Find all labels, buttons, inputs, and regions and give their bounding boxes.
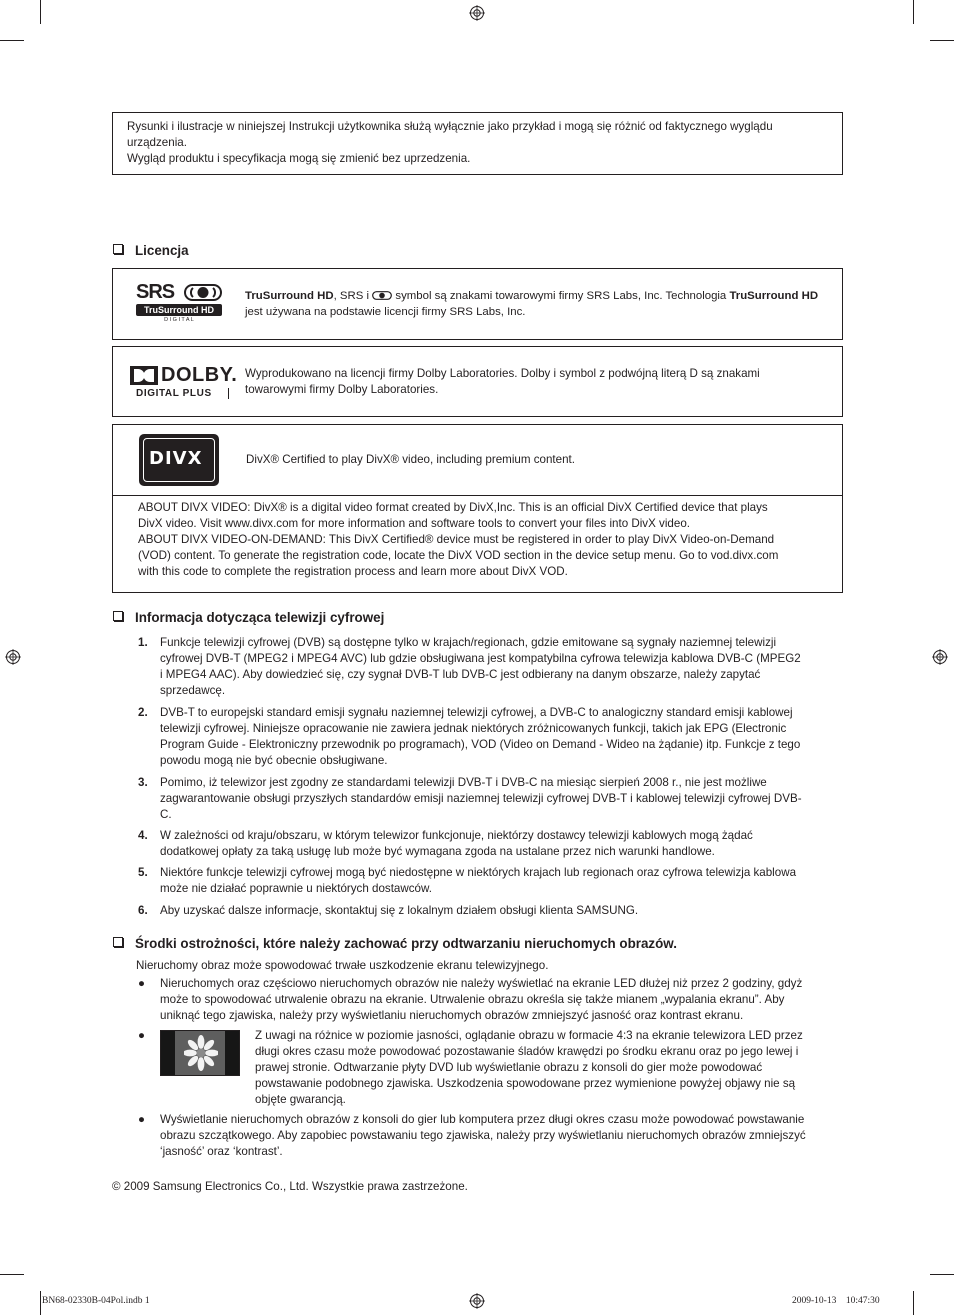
item-number: 4. [138,829,148,842]
item-number: 5. [138,866,148,879]
flower-icon [184,1035,218,1071]
item-line: Z uwagi na różnice w poziomie jasności, oglądanie obrazu w formacie 4:3 na ekranie telewizora LED przez [255,1029,803,1042]
item-line: obrazu szczątkowego. Aby zapobiec powstawaniu tego zjawiska, należy przy wyświetlaniu nieruchomych obrazów zmniejszyć [160,1129,806,1142]
item-line: C. [160,808,172,821]
crop-mark [40,1291,41,1315]
bullet-icon: ● [138,1113,146,1126]
divx-certified-text: DivX® Certified to play DivX® video, including premium content. [246,453,575,466]
list-item [138,828,838,860]
srs-logo-text: SRS [136,281,175,303]
item-line: sprzedawcę. [160,684,226,697]
item-line: prawej stronie. Odtwarzanie płyty DVD lub wyświetlanie obrazu z konsoli do gier może powodować [255,1061,763,1074]
srs-text-part: symbol są znakami towarowymi firmy SRS Labs, Inc. Technologia [395,290,727,302]
list-item [138,1028,840,1108]
bullet-icon: ● [138,977,146,990]
dolby-logo-sub: DIGITAL PLUS [136,388,229,399]
still-image-heading [113,936,677,951]
item-line: W zależności od kraju/obszaru, w którym telewizor funkcjonuje, niektórzy dostawcy telewizji kablowych mogą żądać [160,829,753,842]
list-item [138,865,838,897]
dolby-text [245,366,835,398]
tv-picture-area [175,1031,225,1075]
dolby-text-line: Wyprodukowano na licencji firmy Dolby Laboratories. Dolby i symbol z podwójną literą D są znakami [245,367,760,380]
divx-about-line: with this code to complete the registration process and learn more about DivX VOD. [138,565,568,578]
heading-text: Informacja dotycząca telewizji cyfrowej [135,610,385,625]
list-item [138,976,840,1024]
registration-mark-icon [469,5,485,21]
still-image-intro: Nieruchomy obraz może spowodować trwałe uszkodzenie ekranu telewizyjnego. [136,959,549,972]
item-line: ‘jasność’ oraz ‘kontrast’. [160,1145,283,1158]
srs-bold: TruSurround HD [729,290,819,302]
disclaimer-box [112,112,843,175]
srs-license-box [112,268,843,340]
disclaimer-text [127,119,832,167]
item-line: DVB-T to europejski standard emisji sygnału naziemnej telewizji cyfrowej, a DVB-C to analogiczny standard emisji kablowej [160,706,793,719]
crop-mark [913,1291,914,1315]
item-line: Niektóre funkcje telewizji cyfrowej mogą być niedostępne w niektórych krajach lub regionach oraz cyfrowa telewizja kablowa [160,866,797,879]
srs-badge: TruSurround HD [136,304,222,316]
disclaimer-line: urządzenia. [127,136,187,149]
item-line: Pomimo, iż telewizor jest zgodny ze standardami telewizji DVB-T i DVB-C na miesiąc sierpień 2008 r., nie jest możliwe [160,776,767,789]
crop-mark [40,0,41,24]
dolby-logo [130,364,238,404]
divx-logo-text: DIVX [149,448,203,469]
item-line: długi okres czasu może powodować pozostawanie śladów krawędzi po środku ekranu oraz po jego lewej i [255,1045,799,1058]
srs-symbol-icon [372,291,392,300]
item-line: powodu mogą nie być obecnie obsługiwane. [160,754,388,767]
tv-left-bar [161,1031,175,1075]
srs-text-part: , SRS i [333,290,370,302]
crop-mark [930,1274,954,1275]
item-number: 3. [138,776,148,789]
item-number: 6. [138,904,148,917]
divx-logo [139,434,219,486]
list-item [138,775,838,823]
crop-mark [913,0,914,24]
registration-mark-icon [469,1293,485,1309]
registration-mark-icon [5,649,21,665]
tv-screen-image [160,1030,240,1076]
item-line: Program Guide - Elektroniczny przewodnik po programach), VOD (Video on Demand - Wideo na żądanie) itp. Funkcje z tego [160,738,801,751]
divx-about-line: ABOUT DIVX VIDEO-ON-DEMAND: This DivX Certified® device must be registered in order to play DivX Video-on-Demand [138,533,775,546]
heading-text: Licencja [135,243,189,258]
item-line: Wyświetlanie nieruchomych obrazów z konsoli do gier lub komputera przez długi okres czasu może powodować powstawanie [160,1113,805,1126]
item-line: zagwarantowanie obsługi przyszłych standardów emisji naziemnej telewizji cyfrowej DVB-T i kablowej telewizji cyfrowej DVB- [160,792,802,805]
item-line: uniknąć tego zjawiska, należy przy wyświetlaniu nieruchomych obrazów zmniejszyć jasność oraz kontrast ekranu. [160,1009,744,1022]
checkbox-square-icon [113,611,123,621]
item-number: 2. [138,706,148,719]
item-line: dodatkowej opłaty za taką usługę lub może być wymagana zgoda na ustalane przez nich warunki handlowe. [160,845,715,858]
item-line: Aby uzyskać dalsze informacje, skontaktuj się z lokalnym działem obsługi klienta SAMSUNG. [160,904,639,917]
srs-text [245,288,840,320]
heading-text: Środki ostrożności, które należy zachować przy odtwarzaniu nieruchomych obrazów. [135,936,677,951]
item-line: może nie działać poprawnie u niektórych dostawców. [160,882,432,895]
print-footer-right: 2009-10-13 10:47:30 [792,1296,880,1306]
digital-tv-heading [113,610,384,625]
divx-about-line: DivX video. Visit www.divx.com for more information and software tools to convert your files into DivX video. [138,517,690,530]
item-line: telewizji cyfrowej. Niniejsze opracowanie nie zawiera jednak niektórych zróżnicowanych funkcji, takich jak EPG (Electronic [160,722,787,735]
list-item [138,903,838,919]
srs-text-line: jest używana na podstawie licencji firmy SRS Labs, Inc. [245,306,526,318]
dolby-text-line: towarowymi firmy Dolby Laboratories. [245,383,439,396]
tv-right-bar [225,1031,239,1075]
divx-about-line: (VOD) content. To generate the registration code, locate the DivX VOD section in the device setup menu. Go to vod.divx.com [138,549,779,562]
divx-divider [113,495,842,496]
bullet-icon: ● [138,1029,146,1042]
srs-bold: TruSurround HD [245,290,334,302]
list-item [138,705,838,769]
item-line: cyfrowej DVB-T (MPEG2 i MPEG4 AVC) lub gdzie obsługiwana jest kompatybilna cyfrowa telewizja kablowa DVB-C (MPEG2 [160,652,801,665]
divx-about-text [138,500,833,580]
crop-mark [930,40,954,41]
dolby-logo-text: DOLBY. [161,364,238,386]
divx-about-line: ABOUT DIVX VIDEO: DivX® is a digital video format created by DivX,Inc. This is an official DivX Certified device that plays [138,501,768,514]
crop-mark [0,40,24,41]
dolby-license-box [112,346,843,417]
crop-mark [0,1274,24,1275]
srs-logo-sub: D I G I T A L [164,317,194,323]
list-item [138,635,838,699]
checkbox-square-icon [113,937,123,947]
item-line: Funkcje telewizji cyfrowej (DVB) są dostępne tylko w krajach/regionach, gdzie emitowane są sygnały naziemnej telewizji [160,636,777,649]
registration-mark-icon [932,649,948,665]
checkbox-square-icon [113,244,123,254]
disclaimer-line: Rysunki i ilustracje w niniejszej Instrukcji użytkownika służą wyłącznie jako przykład i mogą się różnić od faktycznego wyglądu [127,120,773,133]
item-line: powstawanie podobnego zjawiska. Uszkodzenia spowodowane przez wymienione powyżej objawy nie są [255,1077,796,1090]
disclaimer-line: Wygląd produktu i specyfikacja mogą się zmienić bez uprzedzenia. [127,152,471,165]
list-item [138,1112,843,1160]
divx-license-box [112,424,843,593]
item-line: może to spowodować utrwalenie obrazu na ekranie. Utrwalenie obrazu określa się także mianem „wypalania ekranu”. Aby [160,993,785,1006]
dolby-double-d-icon [130,366,158,385]
item-line: i MPEG4 AAC). Aby dowiedzieć się, czy sygnał DVB-T lub DVB-C jest odbierany na danym obszarze, należy zapytać [160,668,761,681]
item-line: objęte gwarancją. [255,1093,346,1106]
print-footer-left: BN68-02330B-04Pol.indb 1 [42,1296,150,1306]
item-line: Nieruchomych oraz częściowo nieruchomych obrazów nie należy wyświetlać na ekranie LED dłużej niż przez 2 godziny, gdyż [160,977,803,990]
srs-logo [136,283,226,325]
srs-circle-icon [184,284,222,301]
copyright-text: © 2009 Samsung Electronics Co., Ltd. Wszystkie prawa zastrzeżone. [112,1180,468,1193]
item-number: 1. [138,636,148,649]
license-heading [113,243,189,258]
